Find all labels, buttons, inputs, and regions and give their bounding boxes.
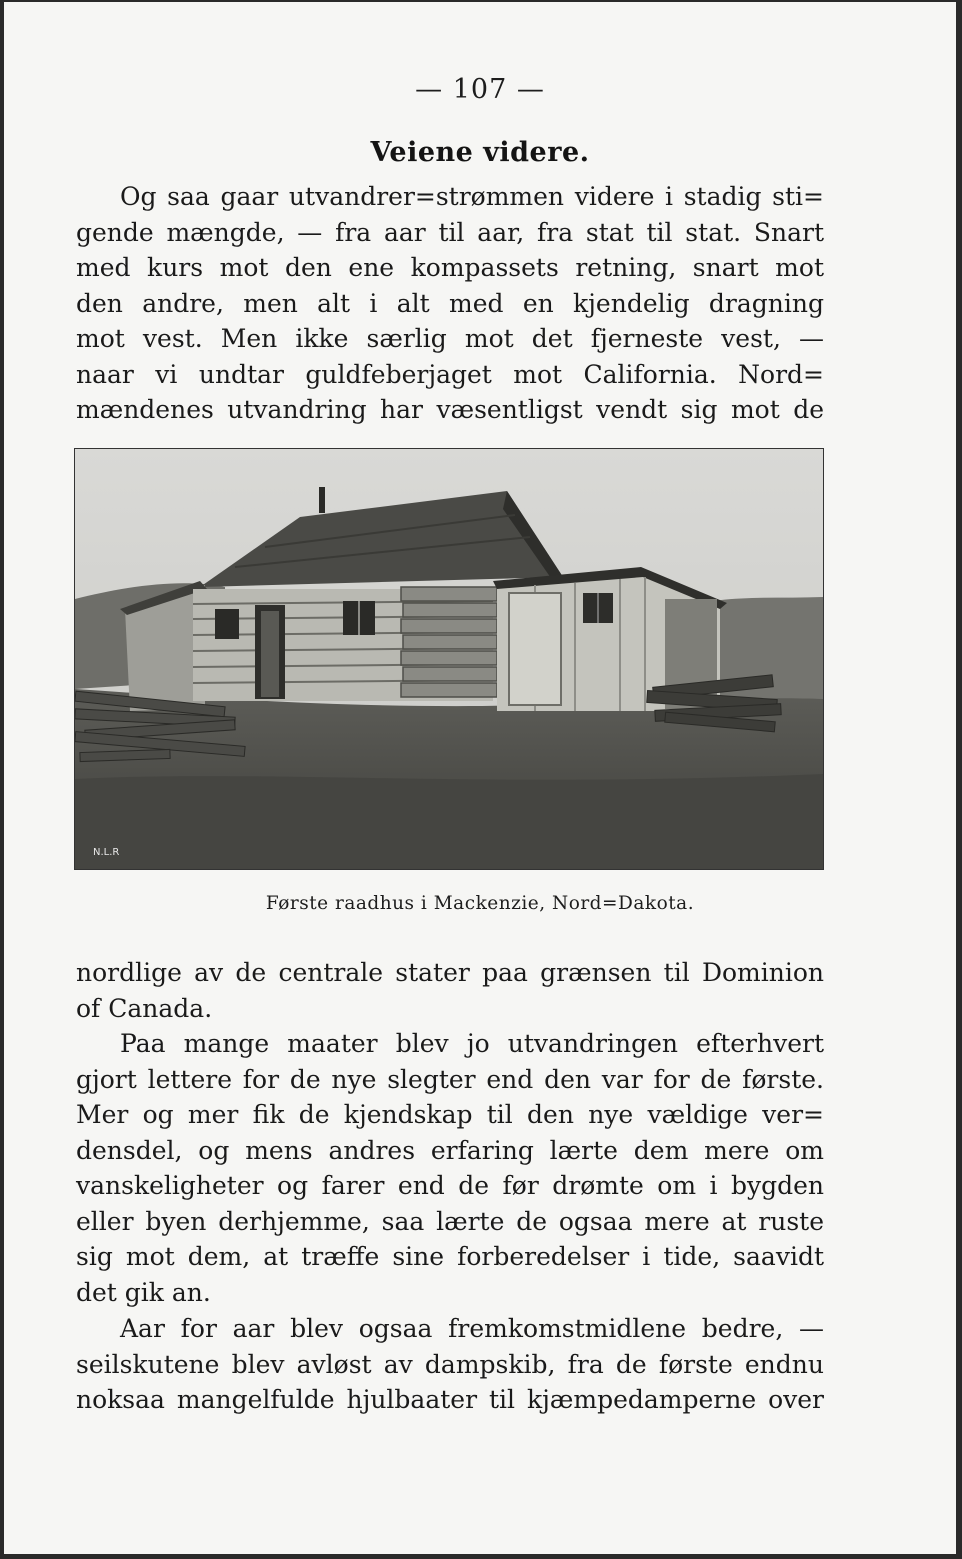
paragraph-3 [76, 1026, 824, 1310]
text-line: Aar for aar blev ogsaa fremkomstmidlene bedre, — [120, 1314, 824, 1343]
text-line: densdel, og mens andres erfaring lærte dem mere om [76, 1135, 824, 1165]
text-line: sig mot dem, at træffe sine forberedelser i tide, saavidt [76, 1242, 824, 1271]
text-line: mot vest. Men ikke særlig mot det fjerneste vest, — [76, 324, 824, 353]
text-line: seilskutene blev avløst av dampskib, fra de første endnu [76, 1349, 824, 1379]
text-line: vanskeligheter og farer end de før drømte om i bygden [76, 1171, 824, 1200]
book-page [4, 2, 956, 1554]
page-number: — 107 — [415, 74, 545, 105]
photo-corner-mark: N.L.R [93, 847, 120, 858]
text-line: mændenes utvandring har væsentligst vendt sig mot de [76, 395, 824, 424]
paragraph-4 [76, 1311, 824, 1418]
section-heading: Veiene videre. [370, 137, 590, 168]
text-line: det gik an. [76, 1277, 211, 1307]
cabin-photo [74, 448, 824, 870]
log-cabin-illustration [75, 449, 823, 869]
text-line: med kurs mot den ene kompassets retning, snart mot [76, 253, 824, 282]
text-line: den andre, men alt i alt med en kjendelig dragning [76, 288, 824, 318]
text-line: noksaa mangelfulde hjulbaater til kjæmpedamperne over [76, 1385, 824, 1414]
paragraph-1 [76, 179, 824, 428]
text-line: Paa mange maater blev jo utvandringen efterhvert [120, 1029, 824, 1058]
text-line: Og saa gaar utvandrer=strømmen videre i stadig sti= [120, 182, 824, 211]
text-line: of Canada. [76, 993, 213, 1023]
text-line: naar vi undtar guldfeberjaget mot California. Nord= [76, 359, 824, 389]
text-line: eller byen derhjemme, saa lærte de ogsaa mere at ruste [76, 1206, 824, 1236]
text-line: nordlige av de centrale stater paa grænsen til Dominion [76, 958, 824, 987]
text-line: gjort lettere for de nye slegter end den var for de første. [76, 1064, 824, 1094]
text-line: gende mængde, — fra aar til aar, fra stat til stat. Snart [76, 217, 824, 247]
photo-caption: Første raadhus i Mackenzie, Nord=Dakota. [265, 893, 695, 914]
paragraph-2 [76, 955, 824, 1026]
text-line: Mer og mer fik de kjendskap til den nye vældige ver= [76, 1100, 824, 1129]
